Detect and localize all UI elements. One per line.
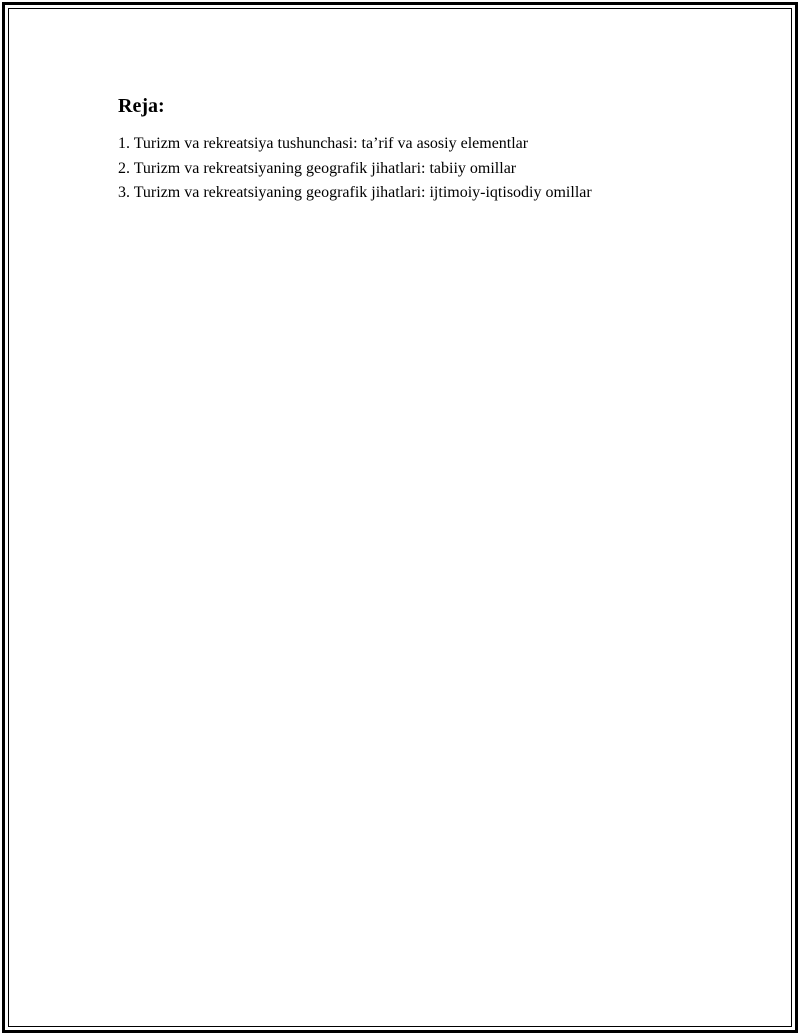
plan-item-3: 3. Turizm va rekreatsiyaning geografik jihatlari: ijtimoiy-iqtisodiy omillar <box>118 184 592 201</box>
page-content <box>118 94 738 206</box>
plan-item-2: 2. Turizm va rekreatsiyaning geografik jihatlari: tabiiy omillar <box>118 159 517 177</box>
plan-list <box>118 132 738 206</box>
plan-heading: Reja: <box>118 95 165 117</box>
plan-item-1: 1. Turizm va rekreatsiya tushunchasi: ta’rif va asosiy elementlar <box>118 135 529 152</box>
